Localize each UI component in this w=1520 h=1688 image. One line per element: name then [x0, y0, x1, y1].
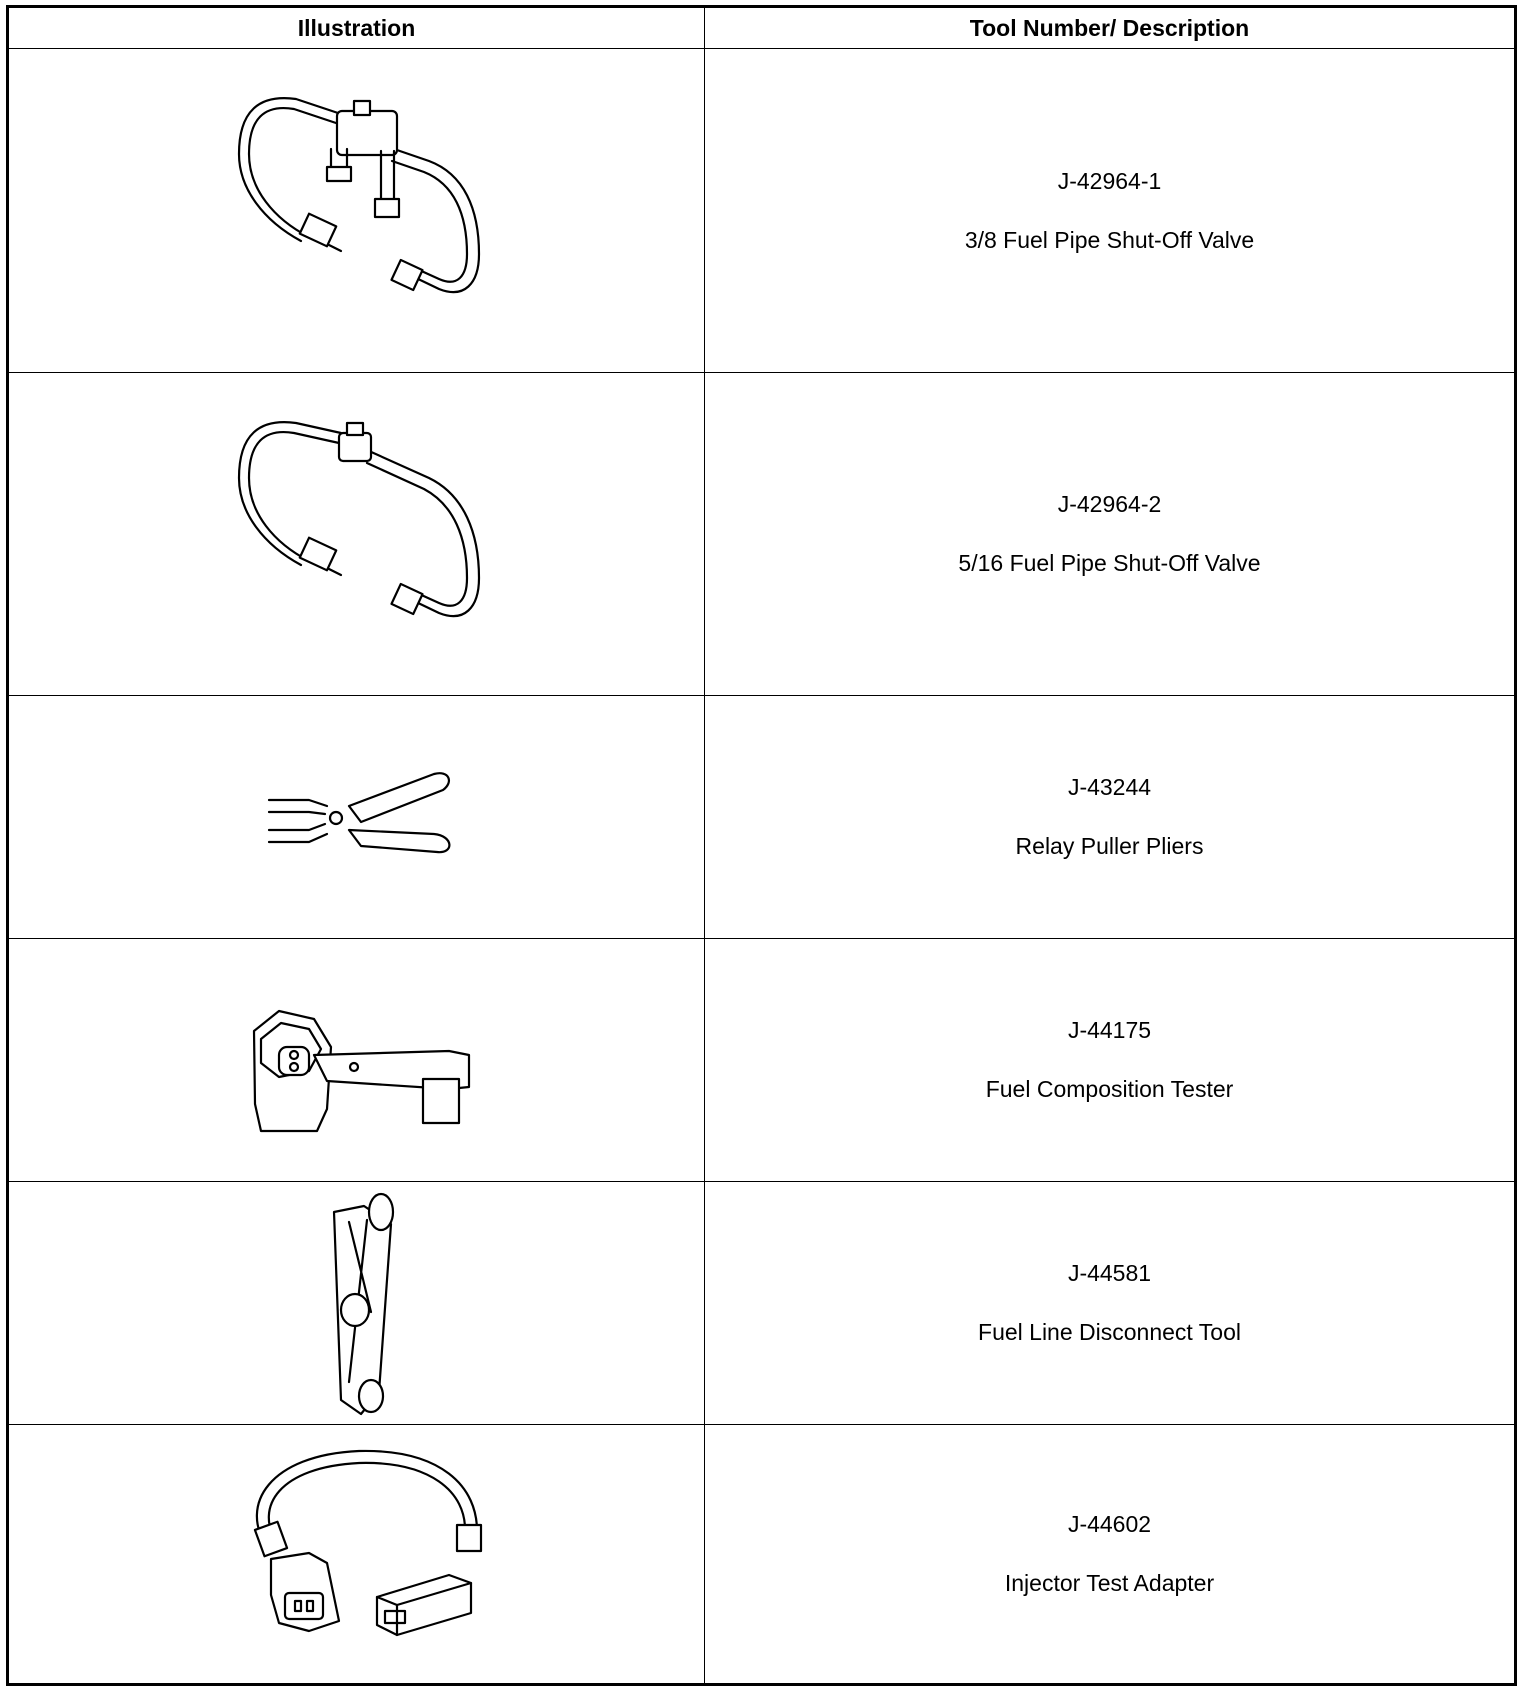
tool-number: J-43244: [1067, 774, 1152, 800]
tool-number: J-44581: [1067, 1260, 1152, 1286]
tool-number: J-42964-2: [1057, 491, 1162, 517]
illustration-cell: [8, 373, 705, 696]
fuel-pipe-shutoff-valve-5-16-icon: [9, 373, 706, 693]
illustration-cell: [8, 696, 705, 939]
illustration-cell: [8, 939, 705, 1182]
tool-number: J-44175: [1067, 1017, 1152, 1043]
illustration-cell: [8, 1425, 705, 1685]
illustration-cell: [8, 1182, 705, 1425]
tool-description-cell: [705, 1425, 1516, 1685]
tool-number: J-44602: [1067, 1511, 1152, 1537]
table-row: [8, 1182, 1516, 1425]
injector-test-adapter-icon: [9, 1425, 706, 1683]
header-tool-number-description: Tool Number/ Description: [705, 7, 1516, 49]
tool-description: Fuel Line Disconnect Tool: [978, 1319, 1241, 1345]
fuel-line-disconnect-tool-icon: [9, 1182, 706, 1422]
tool-description-cell: [705, 939, 1516, 1182]
table-row: [8, 373, 1516, 696]
fuel-composition-tester-icon: [9, 939, 706, 1179]
special-tools-table: [6, 5, 1517, 1686]
table-row: [8, 1425, 1516, 1685]
tool-description: 3/8 Fuel Pipe Shut-Off Valve: [964, 226, 1255, 253]
header-illustration: Illustration: [8, 7, 705, 49]
tool-description: Injector Test Adapter: [1004, 1570, 1215, 1596]
tool-description-cell: [705, 373, 1516, 696]
table-row: [8, 939, 1516, 1182]
table-row: [8, 696, 1516, 939]
fuel-pipe-shutoff-valve-3-8-icon: [9, 49, 706, 369]
tool-description: 5/16 Fuel Pipe Shut-Off Valve: [958, 550, 1261, 576]
tool-description: Fuel Composition Tester: [985, 1076, 1234, 1102]
table-row: [8, 49, 1516, 373]
header-row: [8, 7, 1516, 49]
tool-description-cell: [705, 49, 1516, 373]
tool-description: Relay Puller Pliers: [1015, 833, 1204, 859]
relay-puller-pliers-icon: [9, 696, 706, 936]
tool-description-cell: [705, 696, 1516, 939]
tool-description-cell: [705, 1182, 1516, 1425]
illustration-cell: [8, 49, 705, 373]
tool-number: J-42964-1: [1057, 167, 1162, 194]
